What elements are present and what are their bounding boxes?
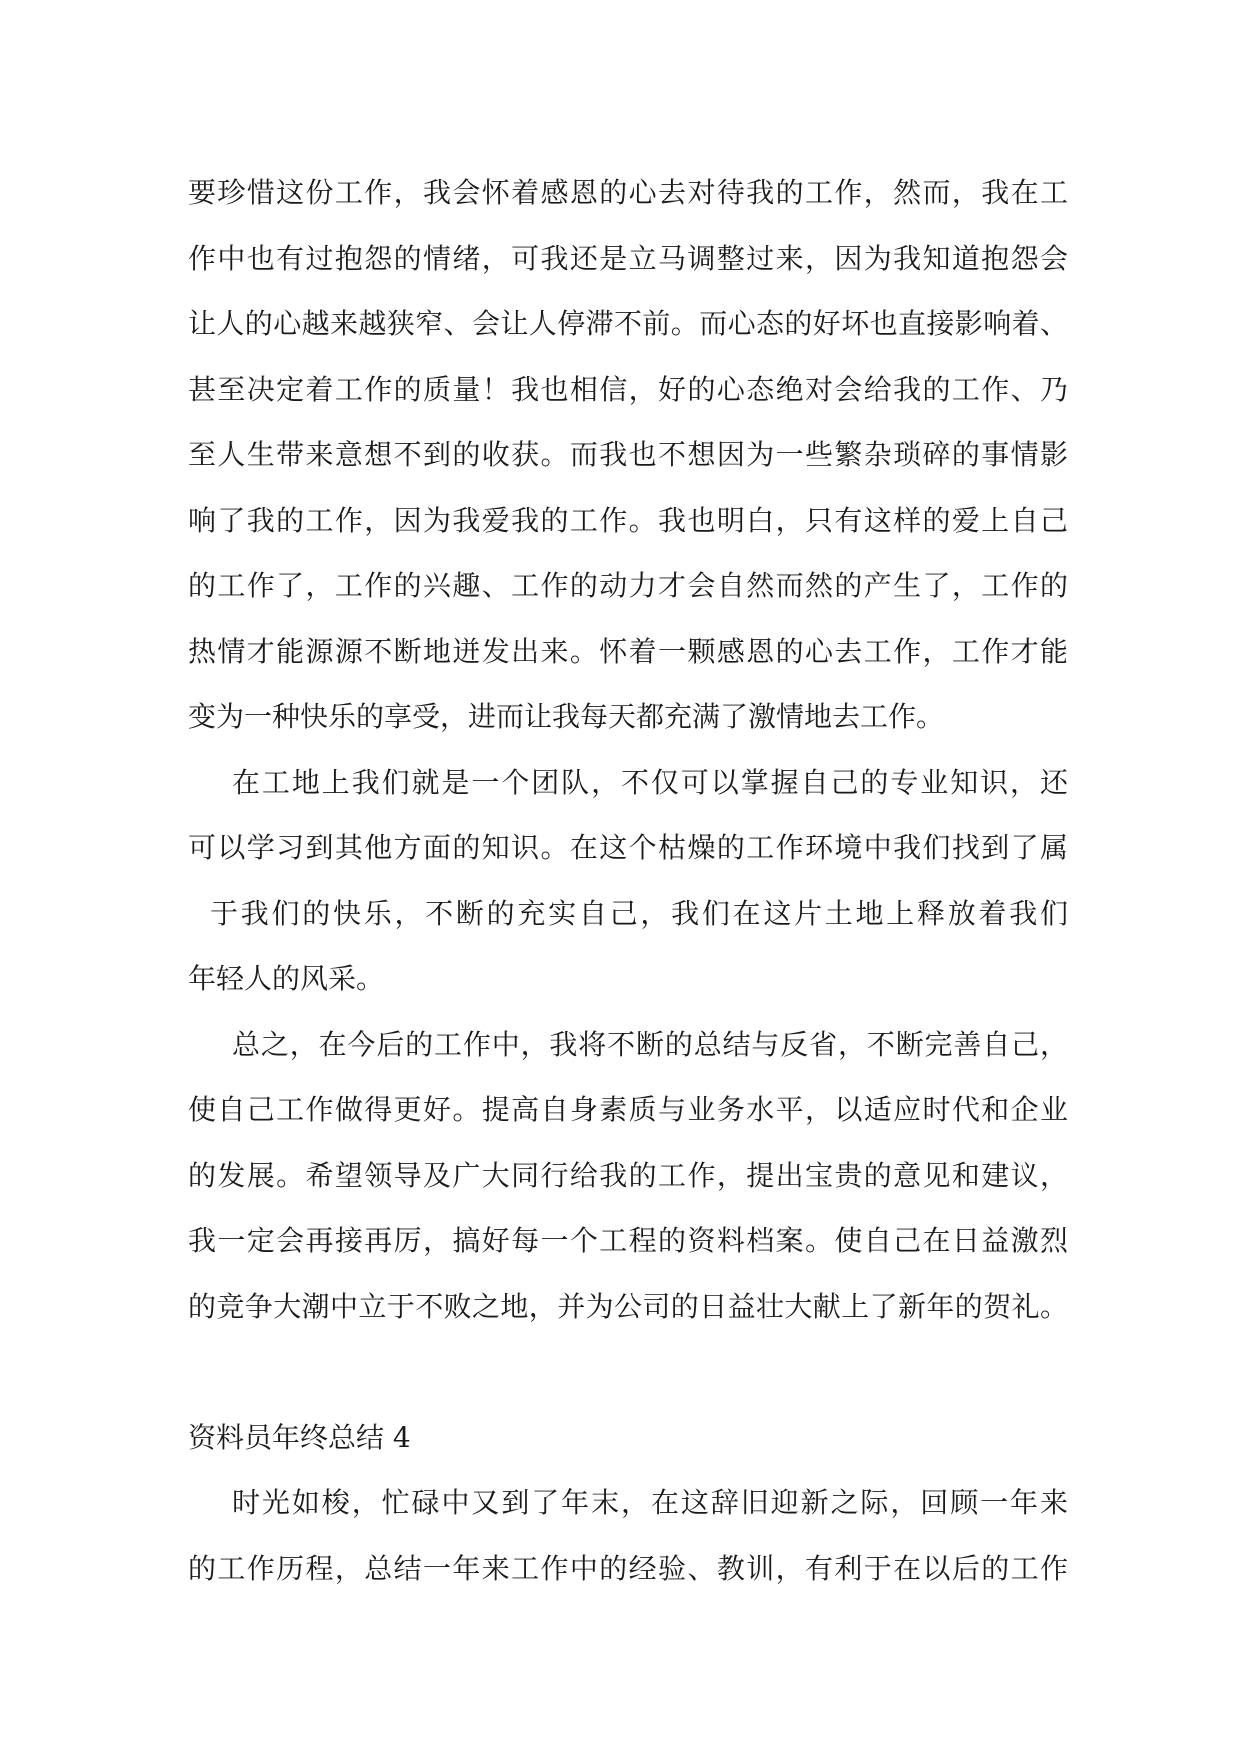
text-line: 于我们的快乐，不断的充实自己，我们在这片土地上释放着我们 <box>210 896 1068 930</box>
text-line: 的发展。希望领导及广大同行给我的工作，提出宝贵的意见和建议， <box>188 1158 1068 1192</box>
paragraph-gap <box>188 1339 1068 1405</box>
text-line: 使自己工作做得更好。提高自身素质与业务水平，以适应时代和企业 <box>188 1093 1068 1126</box>
text-line: 的工作了，工作的兴趣、工作的动力才会自然而然的产生了，工作的 <box>188 569 1068 602</box>
text-line: 响了我的工作，因为我爱我的工作。我也明白，只有这样的爱上自己 <box>188 503 1068 537</box>
text-line: 可以学习到其他方面的知识。在这个枯燥的工作环境中我们找到了属 <box>188 831 1068 864</box>
text-line: 的工作历程，总结一年来工作中的经验、教训，有利于在以后的工作 <box>188 1551 1068 1585</box>
text-line: 的竞争大潮中立于不败之地，并为公司的日益壮大献上了新年的贺礼。 <box>188 1289 1068 1323</box>
section-heading: 资料员年终总结 4 <box>188 1420 411 1454</box>
document-body <box>188 160 1068 1601</box>
text-line: 至人生带来意想不到的收获。而我也不想因为一些繁杂琐碎的事情影 <box>188 438 1068 471</box>
text-line: 在工地上我们就是一个团队，不仅可以掌握自己的专业知识，还 <box>232 765 1068 799</box>
text-line: 我一定会再接再厉，搞好每一个工程的资料档案。使自己在日益激烈 <box>188 1224 1068 1257</box>
text-line: 热情才能源源不断地迸发出来。怀着一颗感恩的心去工作，工作才能 <box>188 634 1068 668</box>
text-line: 总之，在今后的工作中，我将不断的总结与反省，不断完善自己， <box>232 1027 1068 1061</box>
text-line: 年轻人的风采。 <box>188 962 385 995</box>
text-line: 作中也有过抱怨的情绪，可我还是立马调整过来，因为我知道抱怨会 <box>188 241 1068 275</box>
text-line: 甚至决定着工作的质量！我也相信，好的心态绝对会给我的工作、乃 <box>188 372 1068 406</box>
text-line: 让人的心越来越狭窄、会让人停滞不前。而心态的好坏也直接影响着、 <box>188 307 1068 340</box>
text-line: 变为一种快乐的享受，进而让我每天都充满了激情地去工作。 <box>188 700 945 733</box>
text-line: 要珍惜这份工作，我会怀着感恩的心去对待我的工作，然而，我在工 <box>188 176 1068 209</box>
text-line: 时光如梭，忙碌中又到了年末，在这辞旧迎新之际，回顾一年来 <box>232 1486 1068 1519</box>
